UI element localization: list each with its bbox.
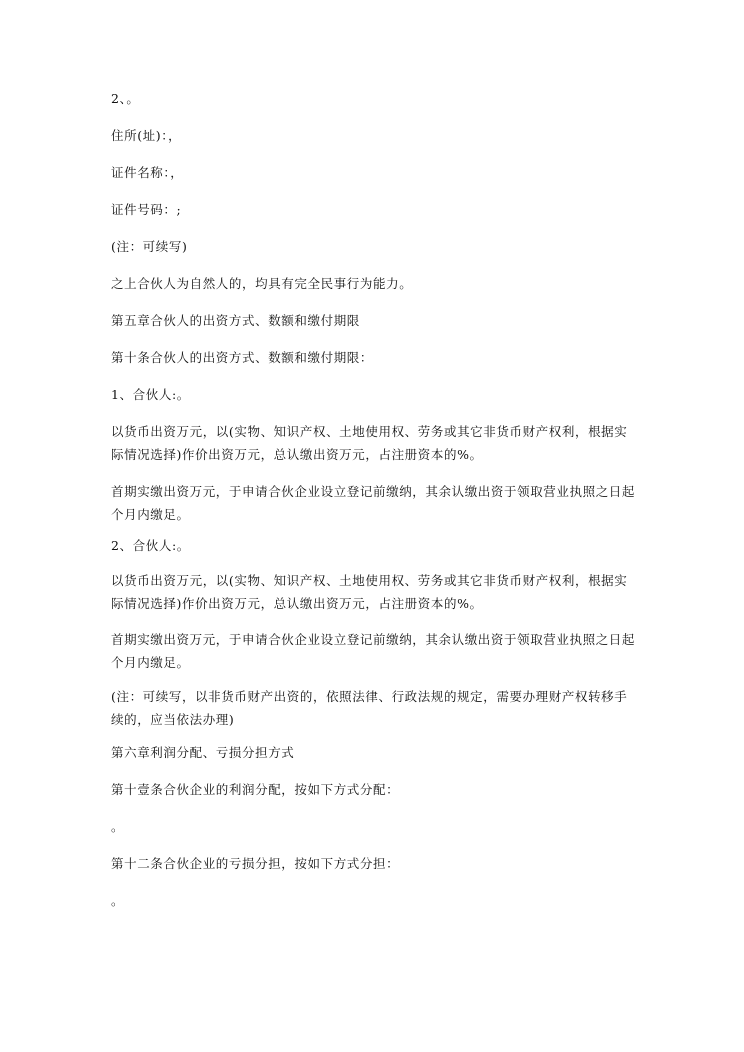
paragraph-partner-1: 1、合伙人:。 (111, 387, 190, 402)
paragraph-note-continue: (注：可续写) (111, 239, 188, 254)
article-11-title: 第十壹条合伙企业的利润分配，按如下方式分配： (111, 782, 400, 797)
article-12-title: 第十二条合伙企业的亏损分担，按如下方式分担： (111, 856, 400, 871)
chapter-6-title: 第六章利润分配、亏损分担方式 (111, 745, 295, 760)
paragraph-partner-2-heading: 2、。 (111, 91, 140, 106)
article-10-title: 第十条合伙人的出资方式、数额和缴付期限： (111, 350, 374, 365)
paragraph-partner-2-contribution: 以货币出资万元，以(实物、知识产权、土地使用权、劳务或其它非货币财产权利，根据实际情况选择)作价出资万元，总认缴出资万元，占注册资本的%。 (111, 573, 628, 611)
paragraph-partner-1-payment: 首期实缴出资万元，于申请合伙企业设立登记前缴纳，其余认缴出资于领取营业执照之日起个月内缴足。 (111, 484, 636, 522)
paragraph-address: 住所(址)：， (111, 128, 182, 143)
paragraph-partner-2: 2、合伙人:。 (111, 538, 190, 553)
paragraph-id-type: 证件名称：， (111, 165, 184, 180)
paragraph-partner-2-payment: 首期实缴出资万元，于申请合伙企业设立登记前缴纳，其余认缴出资于领取营业执照之日起个月内缴足。 (111, 632, 636, 670)
chapter-5-title: 第五章合伙人的出资方式、数额和缴付期限 (111, 313, 360, 328)
paragraph-loss-method: 。 (111, 893, 125, 908)
paragraph-note-non-monetary: (注：可续写，以非货币财产出资的，依照法律、行政法规的规定，需要办理财产权转移手续的，应当依法办理) (111, 689, 628, 727)
paragraph-partner-1-contribution: 以货币出资万元，以(实物、知识产权、土地使用权、劳务或其它非货币财产权利，根据实际情况选择)作价出资万元，总认缴出资万元，占注册资本的%。 (111, 424, 628, 462)
paragraph-capacity-statement: 之上合伙人为自然人的，均具有完全民事行为能力。 (111, 276, 413, 291)
paragraph-id-number: 证件号码：; (111, 202, 182, 217)
paragraph-profit-method: 。 (111, 819, 125, 834)
